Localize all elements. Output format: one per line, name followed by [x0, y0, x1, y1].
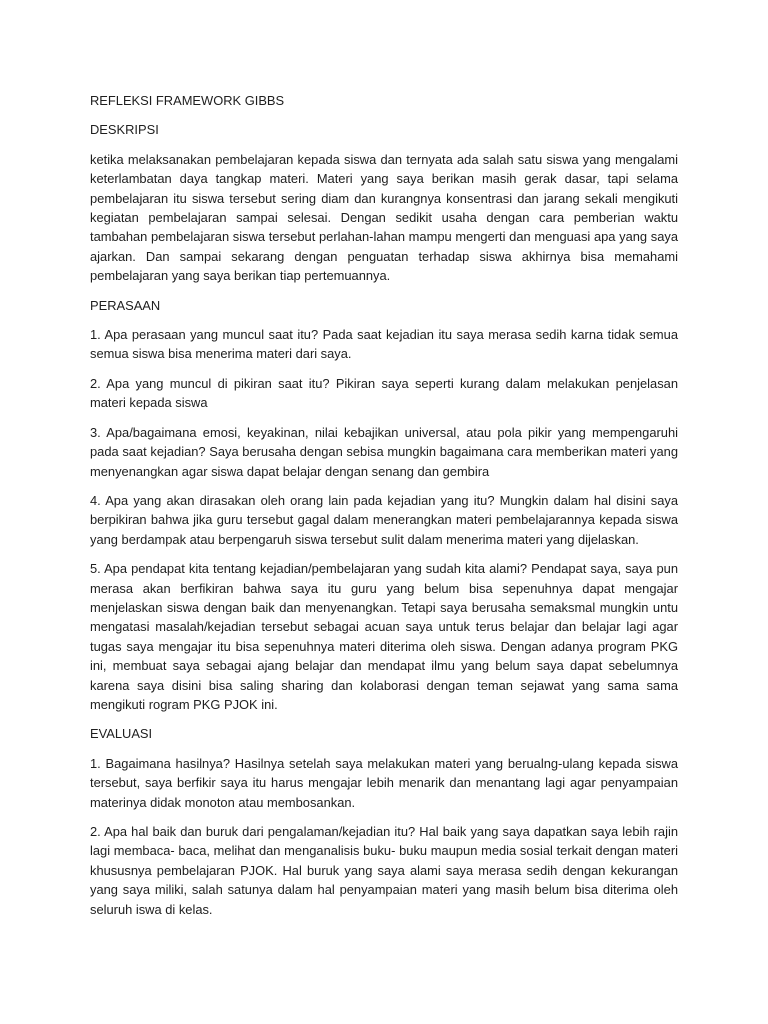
section-heading-deskripsi: DESKRIPSI — [90, 122, 159, 138]
paragraph-perasaan-4: 4. Apa yang akan dirasakan oleh orang lain pada kejadian yang itu? Mungkin dalam hal disini saya berpikiran bahwa jika guru tersebut gagal dalam menerangkan materi pembelajarannya kepada siswa yang berdampak atau berpengaruh siswa tersebut sulit dalam menerima materi yang dijelaskan. — [90, 492, 678, 547]
section-heading-evaluasi: EVALUASI — [90, 726, 153, 742]
paragraph-perasaan-3: 3. Apa/bagaimana emosi, keyakinan, nilai kebajikan universal, atau pola pikir yang mempengaruhi pada saat kejadian? Saya berusaha dengan sebisa mungkin bagaimana cara memberikan materi yang menyenangkan agar siswa dapat belajar dengan senang dan gembira — [90, 424, 678, 479]
document-title: REFLEKSI FRAMEWORK GIBBS — [90, 93, 285, 108]
paragraph-perasaan-1: 1. Apa perasaan yang muncul saat itu? Pada saat kejadian itu saya merasa sedih karna tidak semua semua siswa bisa menerima materi dari saya. — [90, 327, 678, 362]
paragraph-evaluasi-1: 1. Bagaimana hasilnya? Hasilnya setelah saya melakukan materi yang berualng-ulang kepada siswa tersebut, saya berfikir saya itu harus mengajar lebih menarik dan menantang lagi agar penyampaian materinya didak monoton atau membosankan. — [90, 755, 678, 810]
paragraph-perasaan-5: 5. Apa pendapat kita tentang kejadian/pembelajaran yang sudah kita alami? Pendapat saya, saya pun merasa akan berfikiran bahwa saya itu guru yang belum bisa sepenuhnya dapat mengajar menjelaskan siswa dengan baik dan menyenangkan. Tetapi saya berusaha semaksmal mungkin untu mengatasi masalah/kejadian tersebut sebagai acuan saya untuk terus belajar dan belajar lagi agar tugas saya mengajar itu bisa sepenuhnya materi diterima oleh siswa. Dengan adanya program PKG ini, membuat saya sebagai ajang belajar dan mendapat ilmu yang belum saya dapat sebelumnya karena saya disini bisa saling sharing dan kolaborasi dengan teman sejawat yang sama sama mengikuti rogram PKG PJOK ini. — [90, 561, 678, 712]
paragraph-deskripsi: ketika melaksanakan pembelajaran kepada siswa dan ternyata ada salah satu siswa yang mengalami keterlambatan daya tangkap materi. Materi yang saya berikan masih gerak dasar, tapi selama pembelajaran itu siswa tersebut sering diam dan kurangnya konsentrasi dan jarang sekali mengikuti kegiatan pembelajaran sampai selesai. Dengan sedikit usaha dengan cara pemberian waktu tambahan pembelajaran siswa tersebut perlahan-lahan mampu mengerti dan menguasi apa yang saya ajarkan. Dan sampai sekarang dengan penguatan terhadap siswa akhirnya bisa memahami pembelajaran yang saya berikan tiap pertemuannya. — [90, 151, 678, 284]
section-heading-perasaan: PERASAAN — [90, 297, 161, 313]
paragraph-perasaan-2: 2. Apa yang muncul di pikiran saat itu? Pikiran saya seperti kurang dalam melakukan penjelasan materi kepada siswa — [90, 375, 678, 411]
document-page — [90, 91, 678, 919]
paragraph-evaluasi-2: 2. Apa hal baik dan buruk dari pengalaman/kejadian itu? Hal baik yang saya dapatkan saya lebih rajin lagi membaca- baca, melihat dan menganalisis buku- buku maupun media sosial terkait dengan materi khususnya pembelajaran PJOK. Hal buruk yang saya alami saya merasa sedih dengan kekurangan yang saya miliki, salah satunya dalam hal penyampaian materi yang masih belum bisa diterima oleh seluruh iswa di kelas. — [90, 824, 678, 917]
